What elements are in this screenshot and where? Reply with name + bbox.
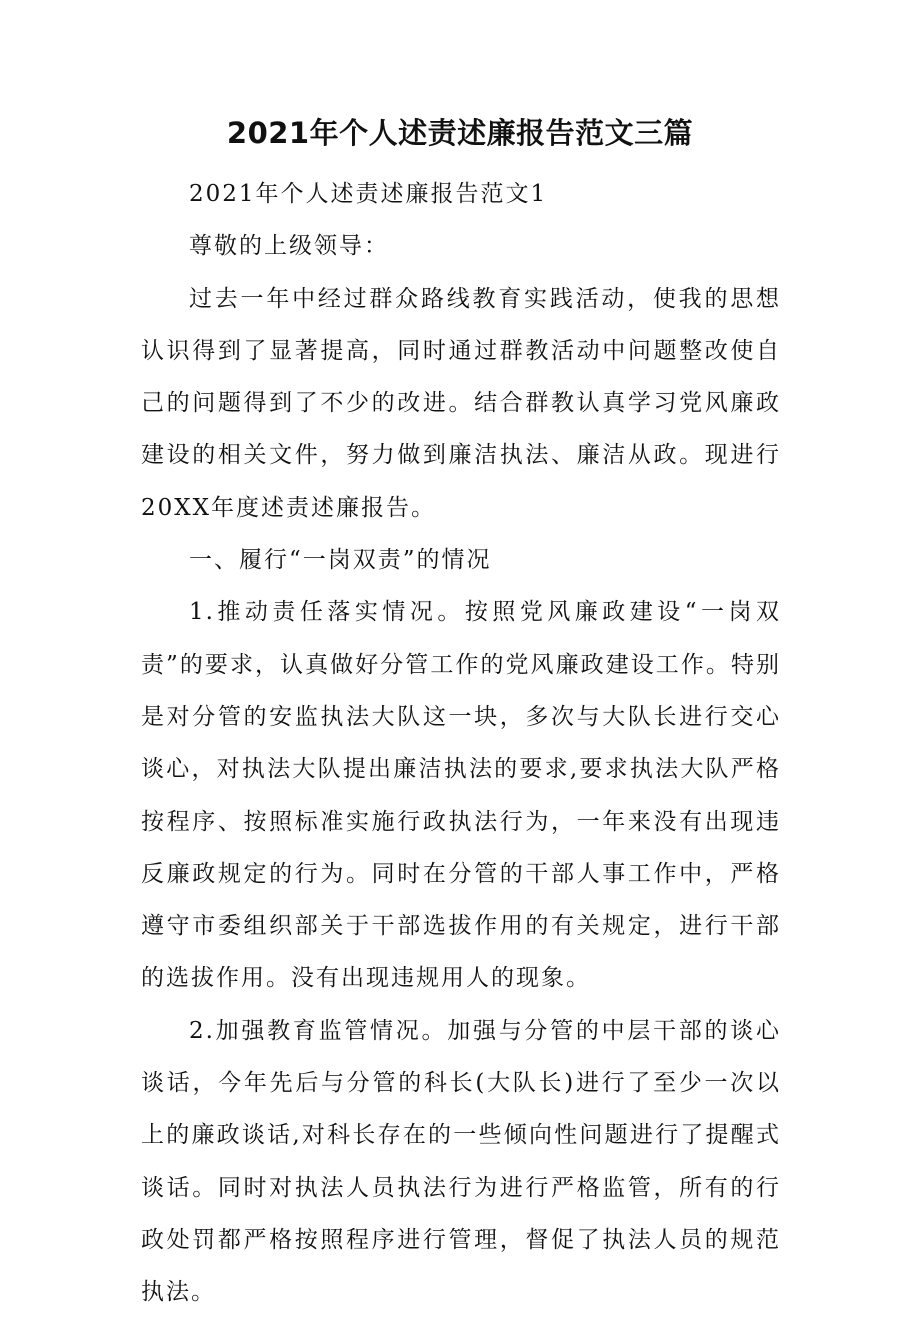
section-subtitle: 2021年个人述责述廉报告范文1 bbox=[189, 181, 548, 207]
paragraph-intro: 过去一年中经过群众路线教育实践活动，使我的思想认识得到了显著提高，同时通过群教活动中问题整改使自己的问题得到了不少的改进。结合群教认真学习党风廉政建设的相关文件，努力做到廉洁执法、廉洁从政。现进行20XX年度述责述廉报告。 bbox=[141, 285, 781, 521]
document-body bbox=[141, 168, 781, 1319]
paragraph-item-2: 2.加强教育监管情况。加强与分管的中层干部的谈心谈话，今年先后与分管的科长(大队长)进行了至少一次以上的廉政谈话,对科长存在的一些倾向性问题进行了提醒式谈话。同时对执法人员执法行为进行严格监管，所有的行政处罚都严格按照程序进行管理，督促了执法人员的规范执法。 bbox=[141, 1017, 781, 1306]
document-title: 2021年个人述责述廉报告范文三篇 bbox=[226, 116, 694, 150]
salutation: 尊敬的上级领导： bbox=[189, 233, 389, 260]
paragraph-item-1: 1.推动责任落实情况。按照党风廉政建设“一岗双责”的要求，认真做好分管工作的党风廉政建设工作。特别是对分管的安监执法大队这一块，多次与大队长进行交心谈心，对执法大队提出廉洁执法的要求,要求执法大队严格按程序、按照标准实施行政执法行为，一年来没有出现违反廉政规定的行为。同时在分管的干部人事工作中，严格遵守市委组织部关于干部选拔作用的有关规定，进行干部的选拔作用。没有出现违规用人的现象。 bbox=[141, 599, 781, 992]
section-heading: 一、履行“一岗双责”的情况 bbox=[189, 547, 492, 574]
